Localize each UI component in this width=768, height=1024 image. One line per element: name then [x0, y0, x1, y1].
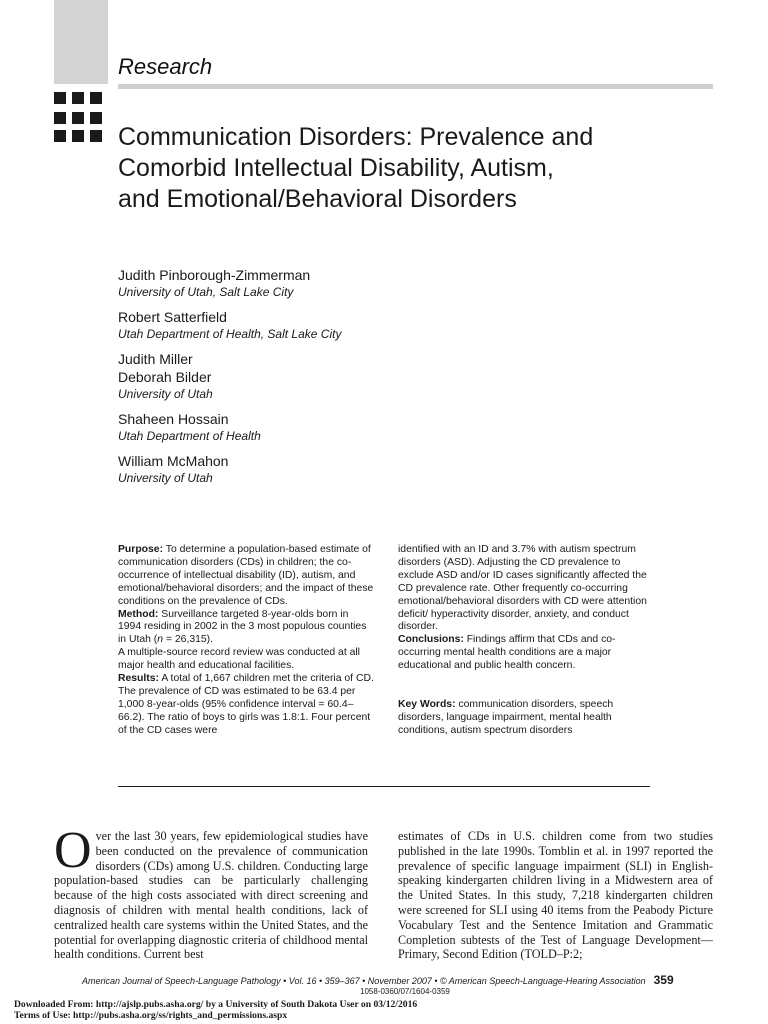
abstract-purpose: [118, 544, 374, 609]
header-gray-tab: [54, 0, 108, 84]
method-text: Surveillance targeted 8-year-olds born in 1994 residing in 2002 in the 3 most populous counties in Utah (: [118, 608, 367, 646]
author-name: William McMahon: [118, 453, 229, 469]
results-text: A total of 1,667 children met the criteria of CD. The prevalence of CD was estimated to be 63.4 per 1,000 8-year-olds (95% confidence interval = 60.4–66.2). The ratio of boys to girls was 1.8:1. Four percent of the CD cases were: [118, 673, 374, 736]
title-line: Comorbid Intellectual Disability, Autism,: [118, 154, 554, 182]
body-right-column: [398, 829, 713, 962]
footer-citation: American Journal of Speech-Language Pathology • Vol. 16 • 359–367 • November 2007 • © American Speech-Language-Hearing Association: [82, 976, 646, 986]
drop-cap: O: [54, 822, 92, 879]
author-name: Deborah Bilder: [118, 369, 212, 385]
method-n: n: [157, 634, 164, 646]
journal-footer: [82, 973, 712, 987]
author-name: Judith Pinborough-Zimmerman: [118, 267, 311, 283]
terms-notice: Terms of Use: http://pubs.asha.org/ss/rights_and_permissions.aspx: [14, 1010, 288, 1021]
section-label: Research: [118, 54, 213, 79]
author-block: [118, 410, 638, 444]
results-label: Results:: [118, 673, 159, 685]
square-mark: [72, 92, 84, 104]
conclusions-label: Conclusions:: [398, 634, 464, 646]
author-affiliation: University of Utah: [118, 387, 213, 401]
page-number: 359: [653, 973, 674, 987]
article-title: [118, 122, 718, 215]
abstract-divider: [118, 786, 650, 787]
body-text: ver the last 30 years, few epidemiological studies have been conducted on the prevalence of communication disorders (CDs) among U.S. children. Conducting large population-based studies can be particularly challenging because of the high costs associated with direct screening and diagnosis of children with mental health conditions, lack of centralized health care systems within the United States, and the potential for overlapping diagnostic criteria of childhood mental health conditions. Current best: [54, 829, 368, 962]
author-affiliation: University of Utah, Salt Lake City: [118, 285, 294, 299]
abstract-method-cont: A multiple-source record review was conducted at all major health and educational facilities.: [118, 647, 360, 672]
square-mark: [54, 130, 66, 142]
abstract-conclusions: [398, 634, 654, 673]
author-affiliation: University of Utah: [118, 471, 213, 485]
abstract-results: [118, 673, 374, 738]
body-paragraph: estimates of CDs in U.S. children come from two studies published in the late 1990s. Tomblin et al. in 1997 reported the prevalence of specific language impairment (SLI) in English-speaking kindergarten children living in a Midwestern area of the United States. In this study, 7,218 kindergarten children were screened for SLI using 40 items from the Peabody Picture Vocabulary Test and the Sentence Imitation and Grammatic Completion subtests of the Test of Language Development—Primary, Second Edition (TOLD–P:2;: [398, 829, 713, 962]
square-mark: [72, 112, 84, 124]
abstract-keywords: [398, 699, 654, 738]
author-name: Robert Satterfield: [118, 309, 227, 325]
author-name: Judith Miller: [118, 351, 193, 367]
download-notice: Downloaded From: http://ajslp.pubs.asha.org/ by a University of South Dakota User on 03/12/2016: [14, 999, 418, 1010]
square-mark: [72, 130, 84, 142]
keywords-label: Key Words:: [398, 699, 456, 711]
conclusions-text: Findings affirm that CDs and co-occurring mental health conditions are a major educational and public health concern.: [398, 634, 616, 672]
abstract-results-cont: identified with an ID and 3.7% with autism spectrum disorders (ASD). Adjusting the CD prevalence to exclude ASD and/or ID cases significantly affected the CD prevalence rate. Other frequently co-occurring emotional/behavioral disorders with CD were attention deficit/ hyperactivity disorder, anxiety, and conduct disorder.: [398, 544, 647, 633]
title-line: and Emotional/Behavioral Disorders: [118, 185, 517, 213]
abstract-right-column: [398, 544, 654, 738]
author-affiliation: Utah Department of Health, Salt Lake City: [118, 327, 342, 341]
author-affiliation: Utah Department of Health: [118, 429, 261, 443]
square-mark: [54, 112, 66, 124]
abstract-left-column: [118, 544, 374, 738]
author-block: [118, 308, 638, 342]
author-block: [118, 266, 638, 300]
square-mark: [90, 130, 102, 142]
square-mark: [90, 112, 102, 124]
author-list: [118, 266, 638, 494]
method-text: = 26,315).: [163, 634, 214, 646]
purpose-label: Purpose:: [118, 544, 164, 555]
author-name: Shaheen Hossain: [118, 411, 229, 427]
title-line: Communication Disorders: Prevalence and: [118, 123, 594, 151]
body-left-column: [54, 822, 368, 962]
author-block: [118, 452, 638, 486]
abstract-method: [118, 609, 374, 648]
purpose-text: To determine a population-based estimate of communication disorders (CDs) in children; the co-occurrence of intellectual disability (ID), autism, and emotional/behavioral disorders; and the impact of these conditions on the prevalence of CDs.: [118, 544, 374, 607]
square-mark: [54, 92, 66, 104]
square-mark: [90, 92, 102, 104]
header-rule: [118, 84, 713, 89]
keywords-text: communication disorders, speech disorders, language impairment, mental health conditions, autism spectrum disorders: [398, 699, 614, 736]
author-block: [118, 350, 638, 402]
body-paragraph: [54, 822, 368, 962]
issn-code: 1058-0360/07/1604-0359: [360, 987, 450, 996]
method-label: Method:: [118, 608, 159, 620]
